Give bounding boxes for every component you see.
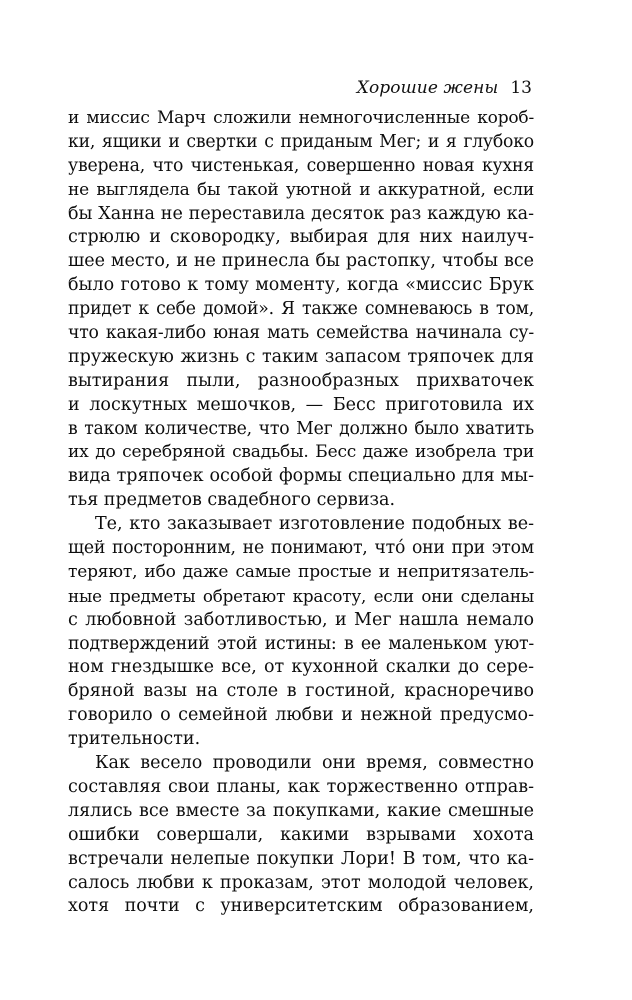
text-line: их до серебряной свадьбы. Бесс даже изобрела три — [68, 442, 534, 463]
text-line: что какая-либо юная мать семейства начинала су- — [68, 323, 534, 344]
text-line: хотя почти с университетским образованием, — [68, 896, 534, 917]
text-line: уверена, что чистенькая, совершенно новая кухня — [68, 155, 534, 176]
text-line: теряют, ибо даже самые простые и непритязатель- — [68, 561, 534, 582]
text-line: Те, кто заказывает изготовление подобных ве- — [95, 514, 534, 535]
text-line: в таком количестве, что Мег должно было хватить — [68, 418, 534, 439]
paragraph — [68, 752, 534, 919]
text-line: салось любви к проказам, этот молодой человек, — [68, 872, 534, 893]
running-head — [357, 78, 532, 98]
text-line: с любовной заботливостью, и Мег нашла немало — [68, 609, 534, 630]
paragraph — [68, 513, 534, 752]
text-line: трительности. — [68, 729, 201, 750]
text-line: щей посторонним, не понимают, что́ они при этом — [68, 538, 534, 559]
text-line: стрюлю и сковородку, выбирая для них наилуч- — [68, 227, 534, 248]
text-line: шее место, и не принесла бы растопку, чтобы все — [68, 251, 534, 272]
text-line: подтверждений этой истины: в ее маленьком уют- — [68, 633, 534, 654]
running-head-title: Хорошие жены — [356, 78, 499, 98]
text-line: лялись все вместе за покупками, какие смешные — [68, 800, 534, 821]
text-line: встречали нелепые покупки Лори! В том, что ка- — [68, 848, 534, 869]
text-line: ки, ящики и свертки с приданым Мег; и я глубоко — [68, 131, 534, 152]
text-line: придет к себе домой». Я также сомневаюсь в том, — [68, 299, 534, 320]
text-line: не выглядела бы такой уютной и аккуратной, если — [68, 179, 534, 200]
page-number: 13 — [510, 78, 532, 98]
text-line: и лоскутных мешочков, — Бесс приготовила их — [68, 394, 534, 415]
text-line: вытирания пыли, разнообразных прихваточек — [68, 370, 534, 391]
text-line: ном гнездышке все, от кухонной скалки до сере- — [68, 657, 534, 678]
text-line: тья предметов свадебного сервиза. — [68, 490, 396, 511]
body-text — [68, 107, 534, 919]
text-line: ошибки совершали, какими взрывами хохота — [68, 824, 534, 845]
text-line: бряной вазы на столе в гостиной, красноречиво — [68, 681, 534, 702]
text-line: бы Ханна не переставила десяток раз каждую ка- — [68, 203, 534, 224]
text-line: говорило о семейной любви и нежной предусмо- — [68, 705, 534, 726]
paragraph — [68, 107, 534, 513]
text-line: было готово к тому моменту, когда «миссис Брук — [68, 275, 534, 296]
text-line: составляя свои планы, как торжественно отправ- — [68, 776, 534, 797]
text-line: Как весело проводили они время, совместно — [95, 753, 534, 774]
text-line: и миссис Марч сложили немногочисленные короб- — [68, 108, 534, 128]
text-line: пружескую жизнь с таким запасом тряпочек для — [68, 346, 534, 367]
text-line: вида тряпочек особой формы специально для мы- — [68, 466, 534, 487]
text-line: ные предметы обретают красоту, если они сделаны — [68, 585, 534, 606]
